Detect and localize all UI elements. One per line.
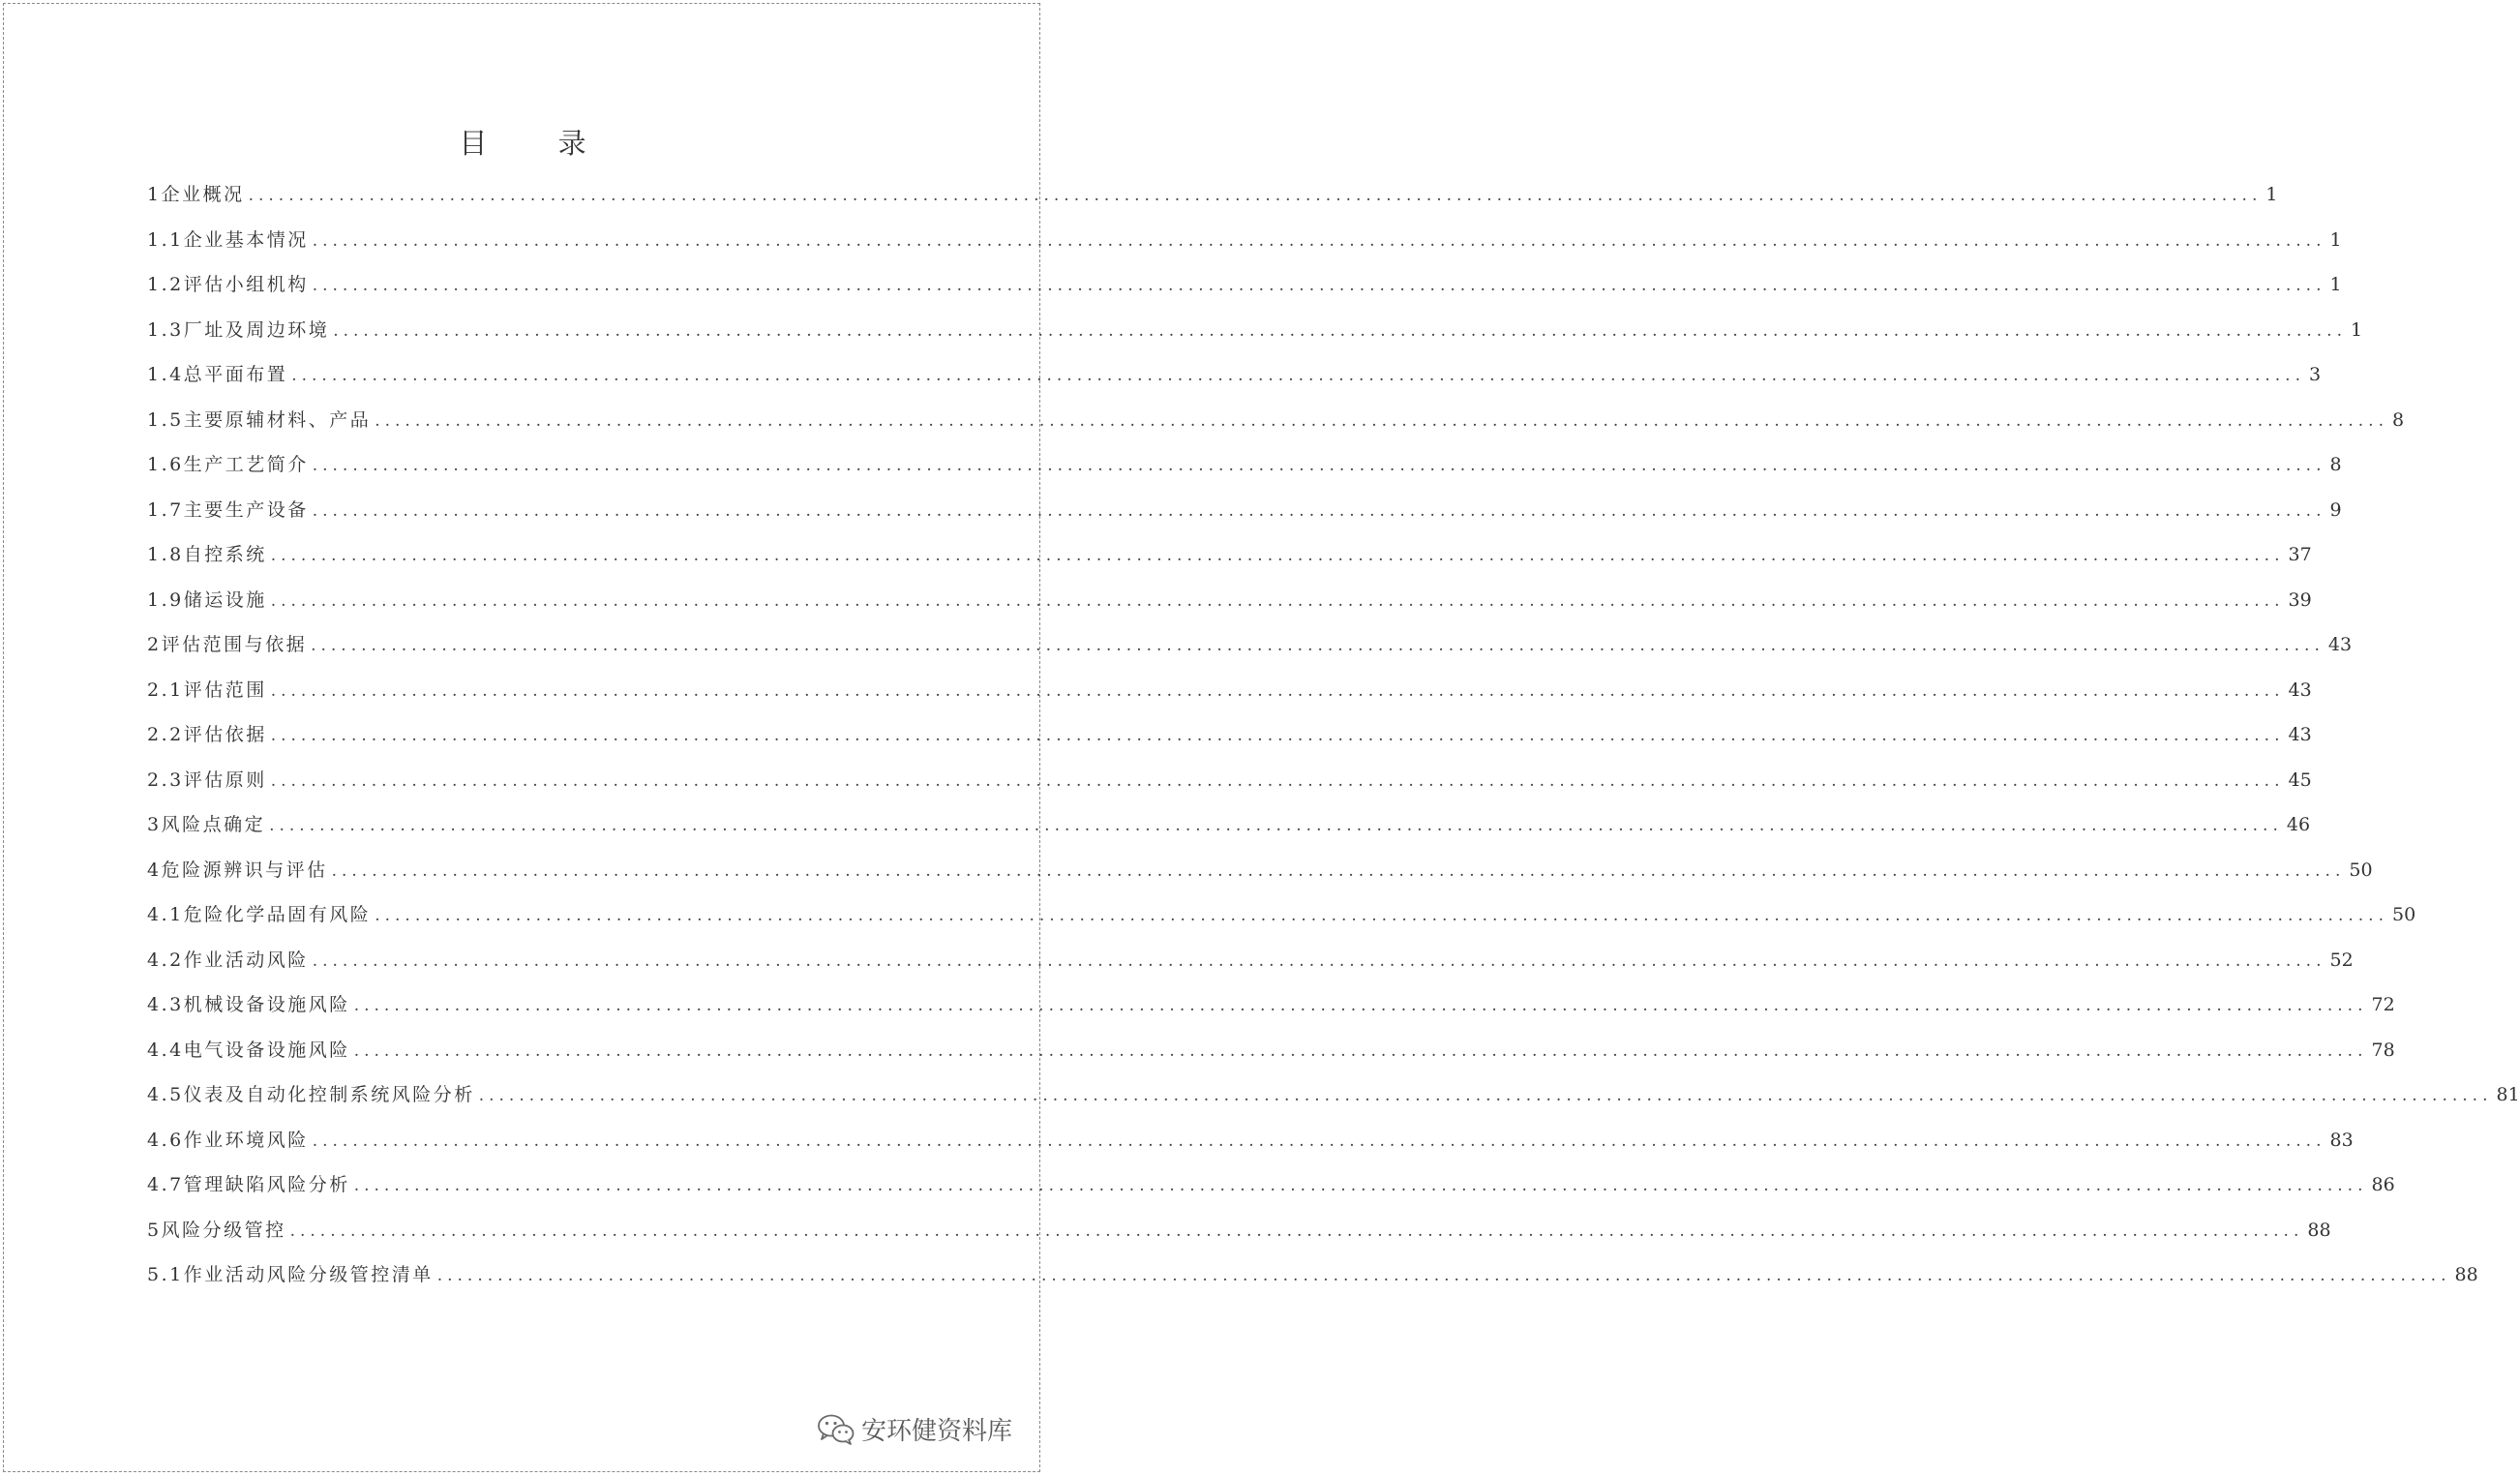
- toc-entry-label: 4危险源辨识与评估: [147, 859, 328, 881]
- toc-leader-dots: ........................................................................................................................................................................................................: [270, 546, 2285, 565]
- toc-entry[interactable]: [147, 1072, 2520, 1118]
- toc-entry-label: 1.5主要原辅材料、产品: [147, 408, 372, 431]
- toc-leader-dots: ........................................................................................................................................................................................................: [289, 1221, 2304, 1241]
- watermark: [817, 1411, 1012, 1447]
- toc-entry[interactable]: [147, 442, 2342, 488]
- toc-entry-page-number: 88: [2454, 1264, 2478, 1285]
- toc-entry-page-number: 50: [2349, 859, 2373, 881]
- toc-entry[interactable]: [147, 1028, 2395, 1073]
- toc-entry-label: 5.1作业活动风险分级管控清单: [147, 1264, 434, 1285]
- toc-entry-label: 2.1评估范围: [147, 678, 267, 701]
- toc-entry-label: 1.3厂址及周边环境: [147, 318, 330, 341]
- table-of-contents: [147, 172, 2520, 1298]
- toc-entry[interactable]: [147, 1118, 2354, 1163]
- toc-entry-label: 1.8自控系统: [147, 544, 267, 565]
- toc-entry[interactable]: [147, 578, 2312, 623]
- toc-entry[interactable]: [147, 262, 2342, 308]
- toc-entry-label: 1.6生产工艺简介: [147, 454, 309, 475]
- toc-entry[interactable]: [147, 352, 2322, 398]
- toc-entry-page-number: 1: [2350, 318, 2363, 341]
- toc-entry-label: 1.1企业基本情况: [147, 228, 309, 251]
- toc-leader-dots: ........................................................................................................................................................................................................: [436, 1266, 2451, 1285]
- toc-entry-label: 4.1危险化学品固有风险: [147, 904, 372, 925]
- toc-leader-dots: ........................................................................................................................................................................................................: [270, 726, 2285, 745]
- toc-entry-label: 4.7管理缺陷风险分析: [147, 1174, 350, 1195]
- toc-entry[interactable]: [147, 532, 2312, 578]
- toc-entry[interactable]: [147, 938, 2354, 983]
- toc-leader-dots: ........................................................................................................................................................................................................: [312, 950, 2326, 971]
- toc-entry-page-number: 39: [2288, 588, 2312, 611]
- watermark-text: 安环健资料库: [860, 1417, 1012, 1446]
- toc-entry[interactable]: [147, 398, 2405, 443]
- toc-entry-page-number: 3: [2308, 364, 2322, 385]
- toc-entry-label: 1.7主要生产设备: [147, 498, 309, 521]
- toc-leader-dots: ........................................................................................................................................................................................................: [375, 410, 2388, 431]
- toc-entry-page-number: 1: [2265, 184, 2278, 205]
- toc-entry-page-number: 9: [2329, 498, 2342, 521]
- toc-entry[interactable]: [147, 488, 2342, 533]
- toc-entry[interactable]: [147, 758, 2312, 803]
- toc-entry[interactable]: [147, 848, 2373, 893]
- toc-entry[interactable]: [147, 218, 2342, 263]
- toc-entry-label: 4.2作业活动风险: [147, 949, 309, 971]
- toc-entry[interactable]: [147, 712, 2312, 758]
- toc-leader-dots: ........................................................................................................................................................................................................: [312, 230, 2326, 251]
- toc-entry-label: 1.2评估小组机构: [147, 274, 309, 295]
- toc-entry-label: 5风险分级管控: [147, 1219, 286, 1241]
- toc-entry[interactable]: [147, 1252, 2478, 1298]
- toc-entry[interactable]: [147, 172, 2278, 218]
- toc-leader-dots: ........................................................................................................................................................................................................: [291, 366, 2305, 385]
- toc-entry-label: 3风险点确定: [147, 814, 266, 835]
- toc-entry-page-number: 8: [2329, 454, 2342, 475]
- toc-leader-dots: ........................................................................................................................................................................................................: [312, 500, 2326, 521]
- toc-entry-page-number: 46: [2286, 814, 2311, 835]
- toc-leader-dots: ........................................................................................................................................................................................................: [312, 276, 2326, 295]
- toc-entry[interactable]: [147, 622, 2353, 668]
- toc-entry[interactable]: [147, 308, 2363, 353]
- page-title: 目 录: [459, 127, 617, 160]
- toc-entry-label: 2评估范围与依据: [147, 634, 308, 655]
- toc-leader-dots: ........................................................................................................................................................................................................: [312, 1130, 2326, 1151]
- toc-entry-label: 4.5仪表及自动化控制系统风险分析: [147, 1084, 475, 1105]
- toc-entry[interactable]: [147, 892, 2416, 938]
- toc-entry-label: 4.4电气设备设施风险: [147, 1039, 350, 1061]
- toc-leader-dots: ........................................................................................................................................................................................................: [311, 636, 2325, 655]
- toc-leader-dots: ........................................................................................................................................................................................................: [333, 320, 2347, 341]
- toc-entry[interactable]: [147, 1162, 2395, 1208]
- toc-leader-dots: ........................................................................................................................................................................................................: [270, 770, 2285, 791]
- toc-entry-page-number: 45: [2288, 769, 2312, 791]
- toc-entry-page-number: 72: [2371, 994, 2395, 1015]
- toc-entry-label: 1企业概况: [147, 184, 245, 205]
- toc-leader-dots: ........................................................................................................................................................................................................: [270, 680, 2285, 701]
- toc-entry[interactable]: [147, 982, 2395, 1028]
- toc-entry[interactable]: [147, 802, 2311, 848]
- toc-entry-page-number: 43: [2327, 634, 2353, 655]
- toc-entry-page-number: 1: [2329, 274, 2342, 295]
- toc-entry-page-number: 50: [2391, 904, 2416, 925]
- toc-entry[interactable]: [147, 668, 2312, 713]
- toc-entry-page-number: 88: [2307, 1219, 2331, 1241]
- toc-entry-page-number: 78: [2371, 1039, 2395, 1061]
- toc-entry-label: 4.6作业环境风险: [147, 1129, 309, 1151]
- toc-entry-label: 2.3评估原则: [147, 769, 267, 791]
- toc-entry-page-number: 43: [2288, 724, 2312, 745]
- toc-entry-page-number: 86: [2371, 1174, 2395, 1195]
- toc-entry[interactable]: [147, 1208, 2331, 1253]
- toc-leader-dots: ........................................................................................................................................................................................................: [375, 906, 2388, 925]
- toc-leader-dots: ........................................................................................................................................................................................................: [270, 590, 2285, 611]
- toc-entry-page-number: 43: [2288, 678, 2312, 701]
- wechat-icon: [817, 1412, 855, 1447]
- toc-leader-dots: ........................................................................................................................................................................................................: [478, 1086, 2493, 1105]
- toc-leader-dots: ........................................................................................................................................................................................................: [248, 186, 2263, 205]
- toc-leader-dots: ........................................................................................................................................................................................................: [269, 816, 2283, 835]
- toc-entry-page-number: 8: [2391, 408, 2405, 431]
- toc-entry-label: 1.4总平面布置: [147, 364, 288, 385]
- toc-entry-label: 4.3机械设备设施风险: [147, 994, 350, 1015]
- toc-leader-dots: ........................................................................................................................................................................................................: [353, 1040, 2368, 1061]
- toc-entry-page-number: 1: [2329, 228, 2342, 251]
- toc-entry-page-number: 81: [2496, 1084, 2520, 1105]
- toc-entry-page-number: 37: [2288, 544, 2312, 565]
- toc-entry-page-number: 83: [2329, 1129, 2354, 1151]
- toc-leader-dots: ........................................................................................................................................................................................................: [353, 996, 2368, 1015]
- toc-entry-label: 2.2评估依据: [147, 724, 267, 745]
- toc-entry-label: 1.9储运设施: [147, 588, 267, 611]
- toc-leader-dots: ........................................................................................................................................................................................................: [331, 860, 2346, 881]
- toc-entry-page-number: 52: [2329, 949, 2354, 971]
- toc-leader-dots: ........................................................................................................................................................................................................: [353, 1176, 2368, 1195]
- toc-leader-dots: ........................................................................................................................................................................................................: [312, 456, 2326, 475]
